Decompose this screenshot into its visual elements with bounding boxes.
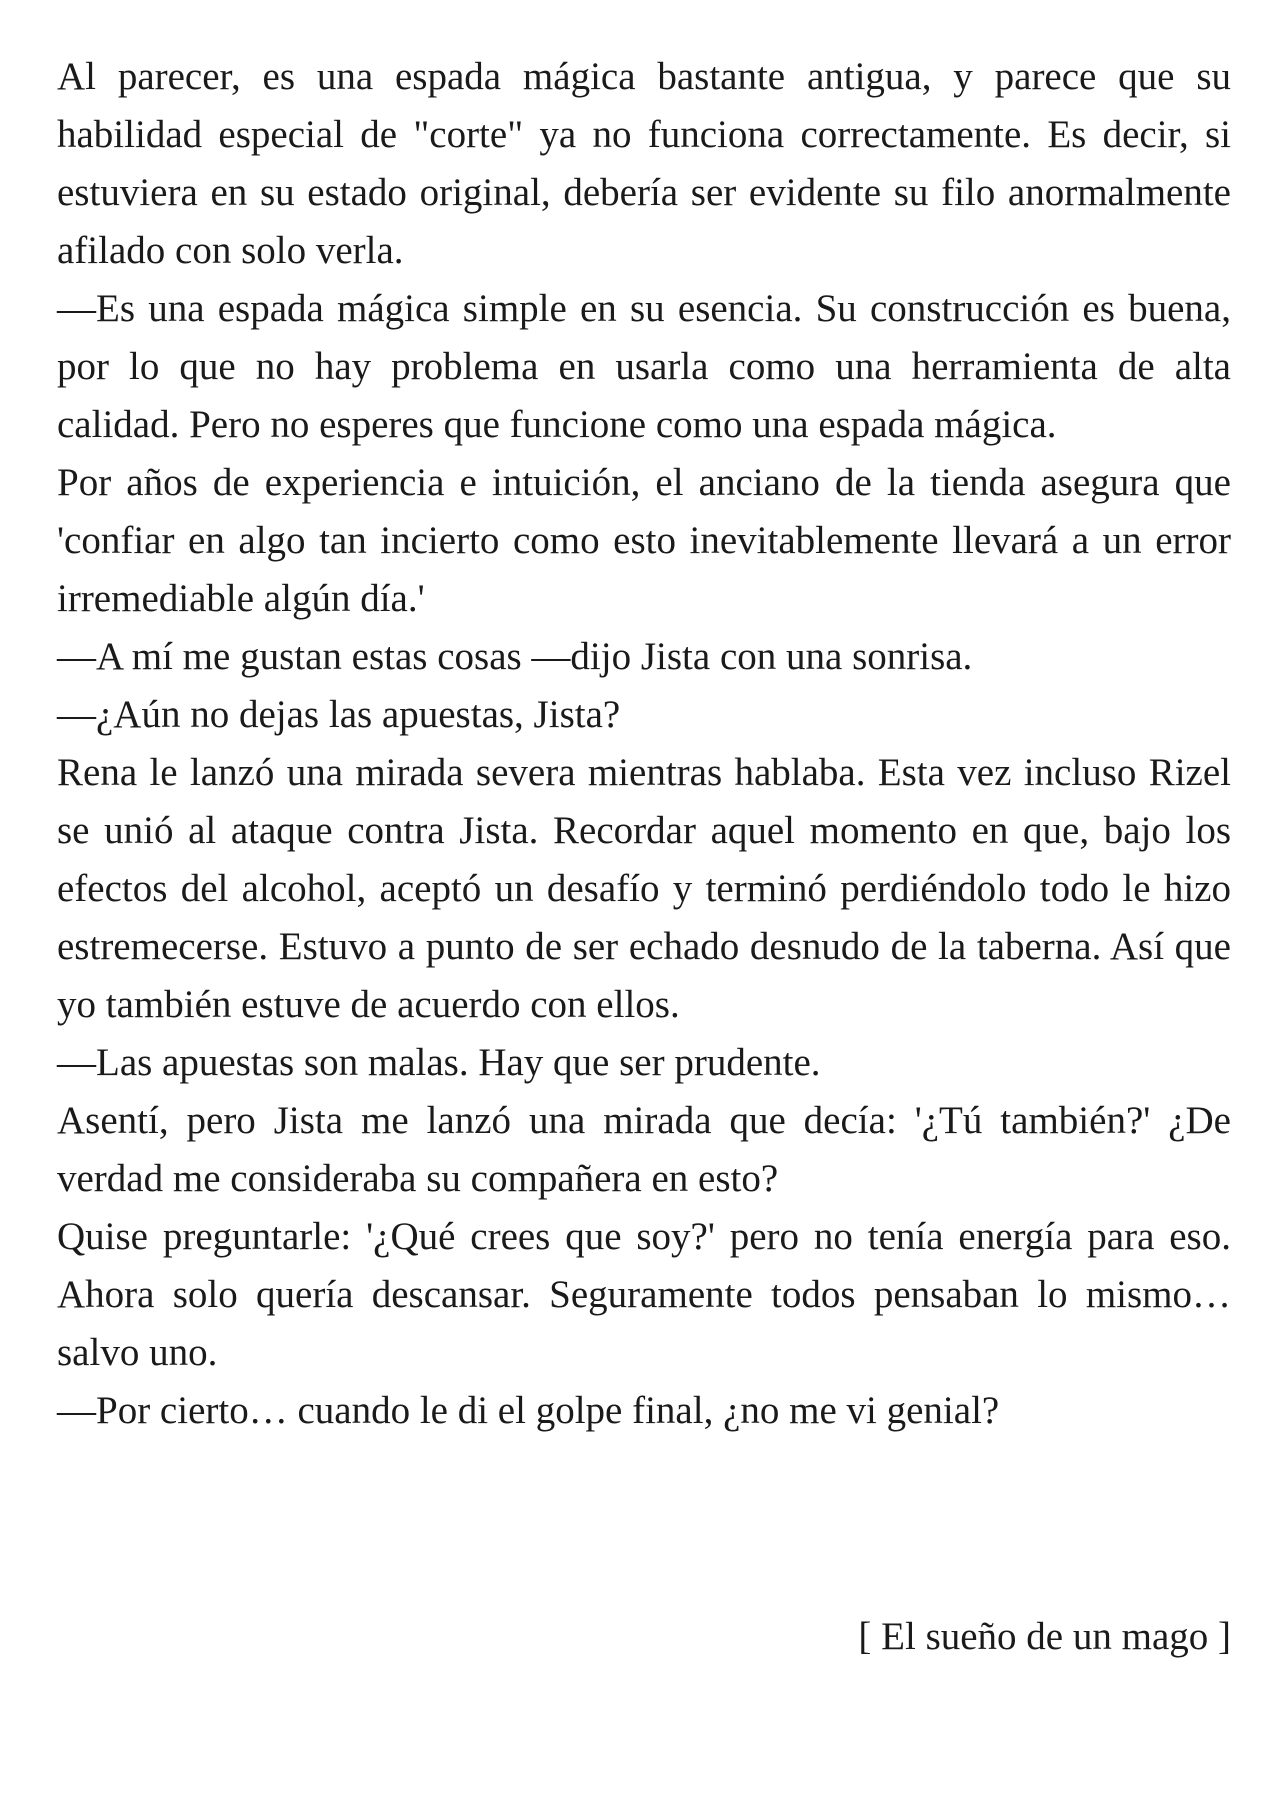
- story-text: [57, 48, 1231, 1440]
- paragraph-7: —Las apuestas son malas. Hay que ser prudente.: [57, 1041, 821, 1084]
- paragraph-5: —¿Aún no dejas las apuestas, Jista?: [57, 693, 621, 736]
- paragraph-9: Quise preguntarle: '¿Qué crees que soy?' pero no tenía energía para eso. Ahora solo quería descansar. Seguramente todos pensaban lo mismo… salvo uno.: [57, 1215, 1231, 1374]
- paragraph-10: —Por cierto… cuando le di el golpe final, ¿no me vi genial?: [57, 1389, 1000, 1432]
- chapter-title-footer: [ El sueño de un mago ]: [858, 1615, 1231, 1658]
- paragraph-8: Asentí, pero Jista me lanzó una mirada que decía: '¿Tú también?' ¿De verdad me consideraba su compañera en esto?: [57, 1099, 1231, 1200]
- paragraph-6: Rena le lanzó una mirada severa mientras hablaba. Esta vez incluso Rizel se unió al ataque contra Jista. Recordar aquel momento en que, bajo los efectos del alcohol, aceptó un desafío y terminó perdiéndolo todo le hizo estremecerse. Estuvo a punto de ser echado desnudo de la taberna. Así que yo también estuve de acuerdo con ellos.: [57, 751, 1231, 1026]
- paragraph-1: Al parecer, es una espada mágica bastante antigua, y parece que su habilidad especial de "corte" ya no funciona correctamente. Es decir, si estuviera en su estado original, debería ser evidente su filo anormalmente afilado con solo verla.: [57, 55, 1231, 272]
- paragraph-2: —Es una espada mágica simple en su esencia. Su construcción es buena, por lo que no hay problema en usarla como una herramienta de alta calidad. Pero no esperes que funcione como una espada mágica.: [57, 287, 1231, 446]
- paragraph-3: Por años de experiencia e intuición, el anciano de la tienda asegura que 'confiar en algo tan incierto como esto inevitablemente llevará a un error irremediable algún día.': [57, 461, 1231, 620]
- paragraph-4: —A mí me gustan estas cosas —dijo Jista con una sonrisa.: [57, 635, 973, 678]
